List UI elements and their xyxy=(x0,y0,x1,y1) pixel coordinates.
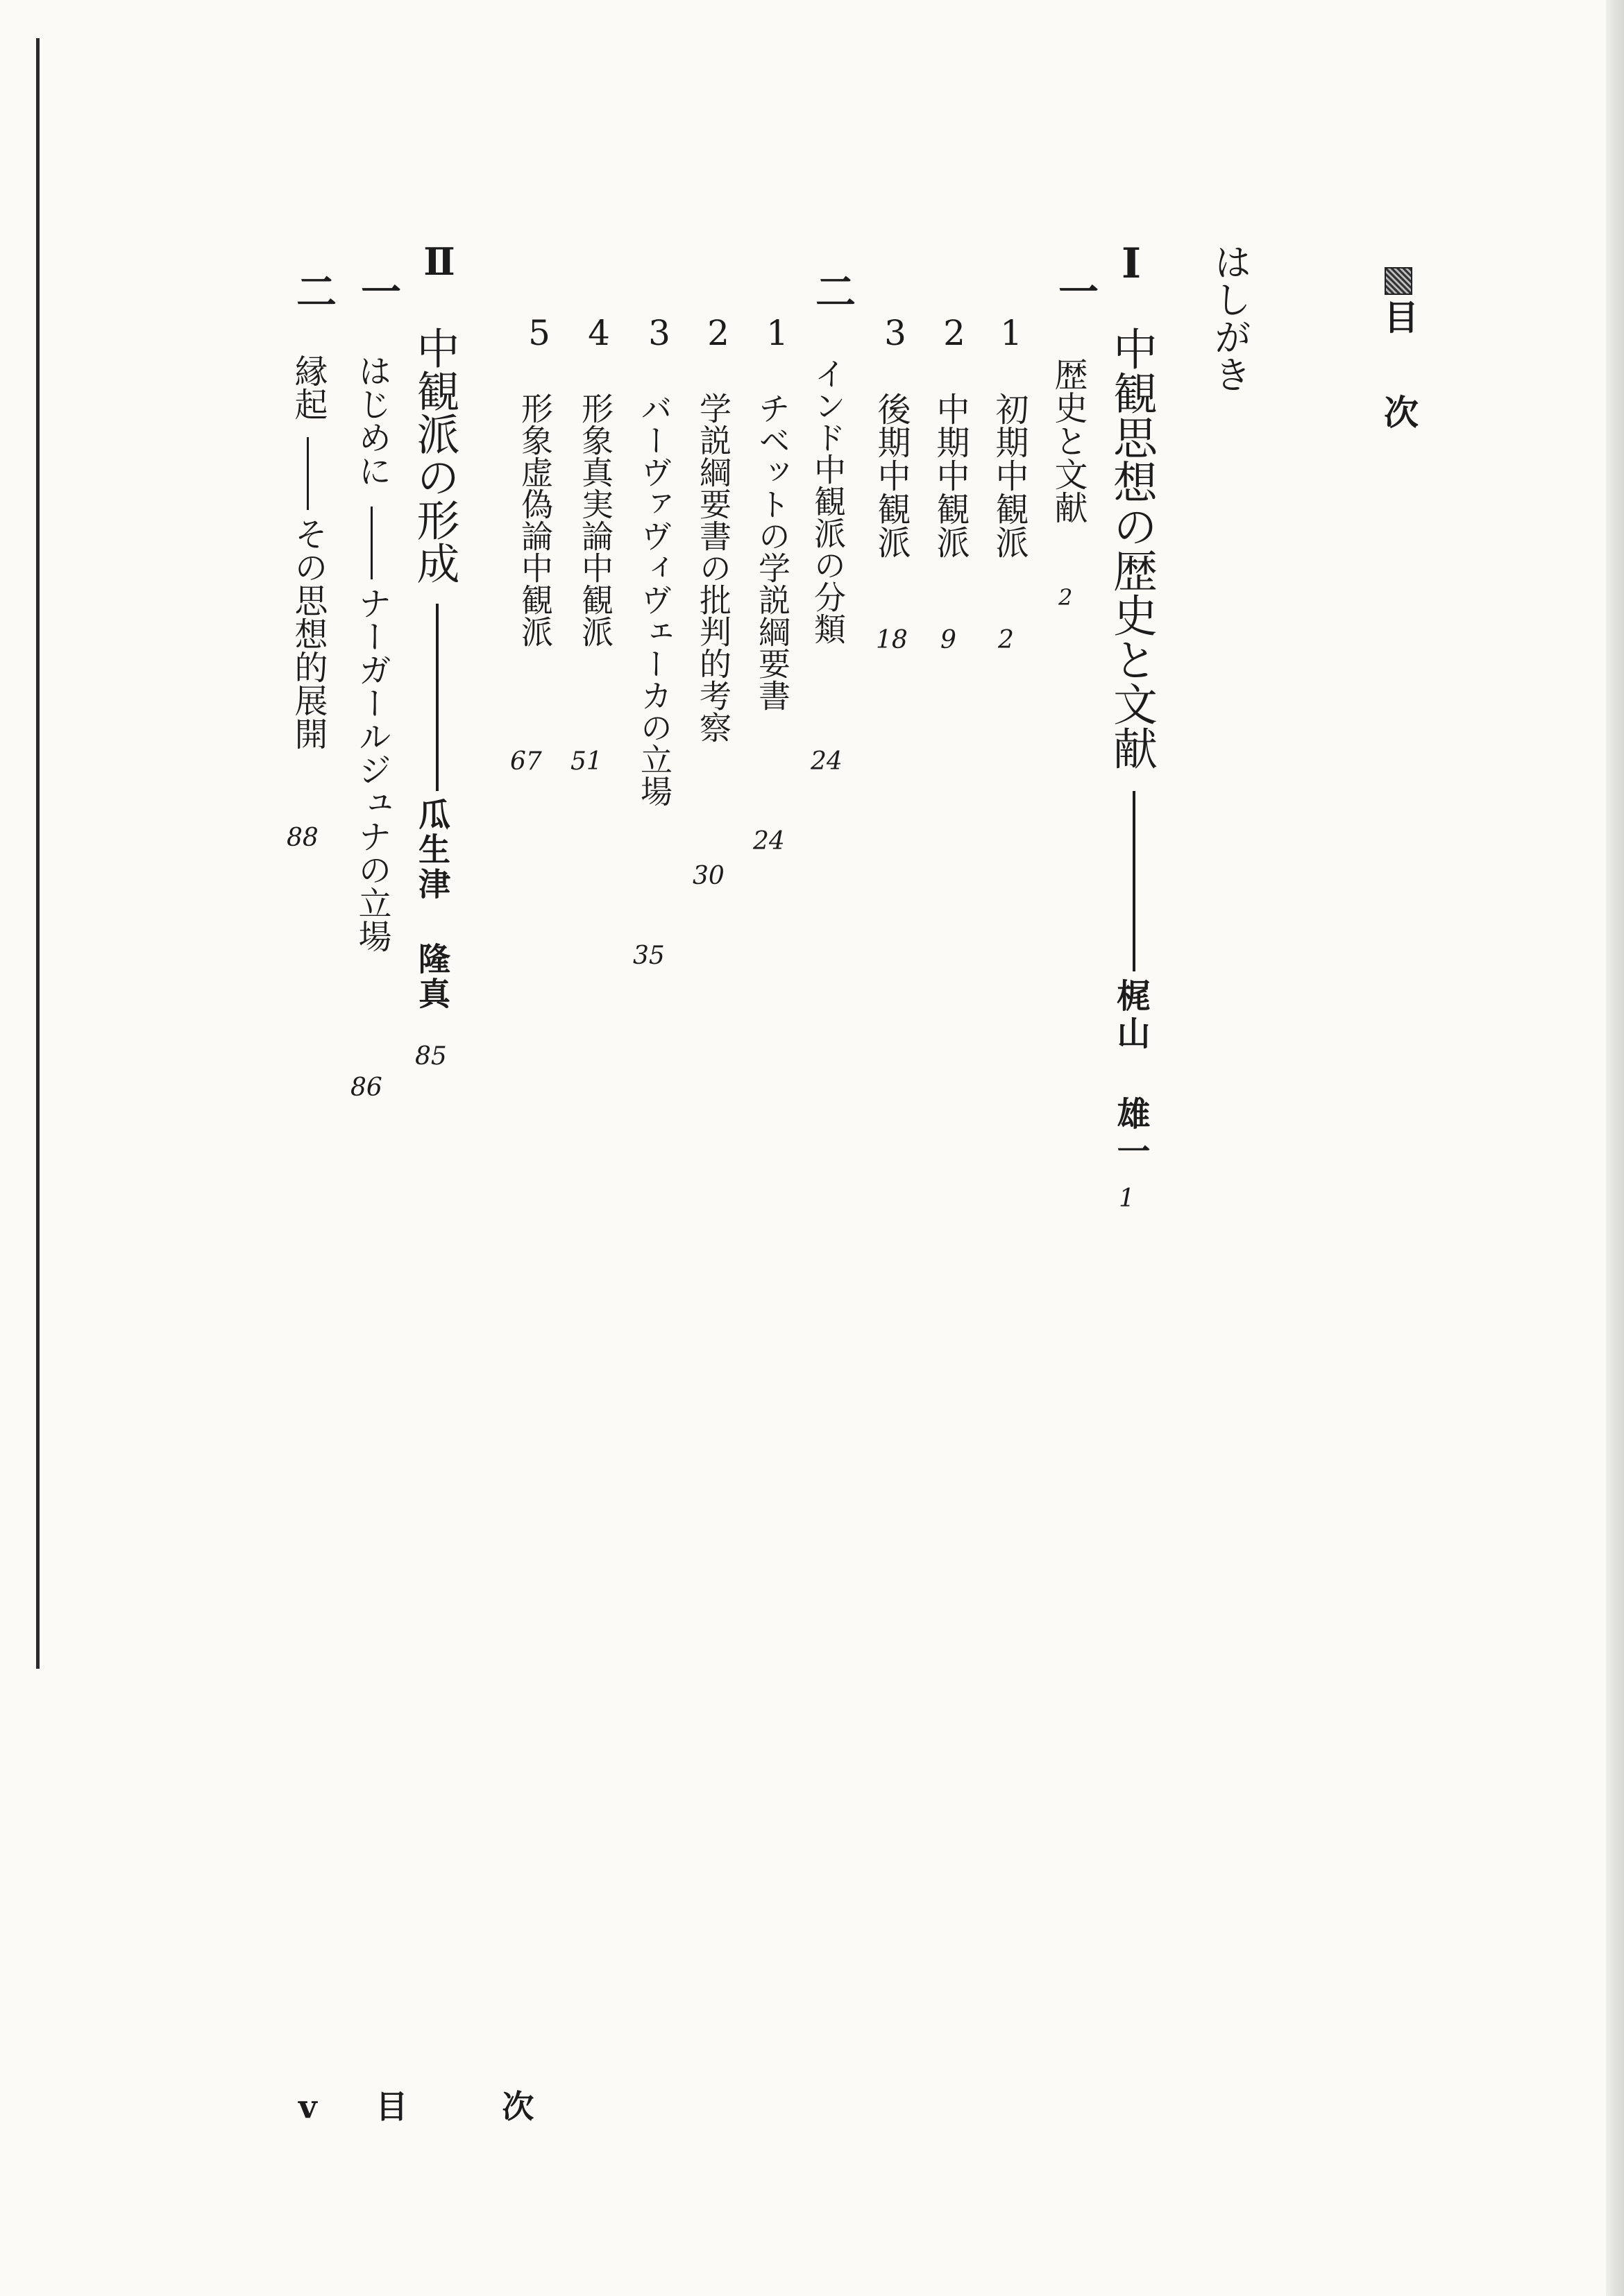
p1-s1-item2-num: 2 xyxy=(943,313,965,353)
p1-s2-item5-num: 5 xyxy=(528,313,550,353)
p1-s2-item2-title: 学説綱要書の批判的考察 xyxy=(695,392,732,743)
part1-numeral: Ⅰ xyxy=(1121,239,1142,288)
part2-leader xyxy=(436,604,439,791)
preface-title: はしがき xyxy=(1208,243,1252,393)
p1-s2-item2-page: 30 xyxy=(693,862,725,890)
p2-s1-title-b: ナーガールジュナの立場 xyxy=(353,586,391,953)
p2-s2-numeral: 二 xyxy=(289,271,337,311)
running-footer xyxy=(298,2082,575,2127)
footer-label: 目 次 xyxy=(375,2088,576,2125)
part2-numeral: Ⅱ xyxy=(423,239,455,284)
p1-s2-item4-page: 51 xyxy=(570,747,602,776)
part1-author: 梶山 雄一 xyxy=(1111,978,1150,1171)
preface-entry xyxy=(1208,243,1252,393)
p1-s1-item2-title: 中期中観派 xyxy=(931,392,970,559)
p1-s1-numeral: 一 xyxy=(1051,271,1099,311)
p2-s1-page: 86 xyxy=(350,1073,382,1102)
part1-page: 1 xyxy=(1119,1184,1135,1213)
p1-s1-item3-title: 後期中観派 xyxy=(872,392,911,559)
heading-mark-icon xyxy=(1385,267,1412,295)
p1-s1-item1-page: 2 xyxy=(998,626,1014,654)
p1-s1-item3-page: 18 xyxy=(876,626,908,654)
p1-s2-item3-num: 3 xyxy=(648,313,670,353)
p1-s2-item5-title: 形象虚偽論中観派 xyxy=(516,392,554,647)
part1-title: 中観思想の歴史と文献 xyxy=(1106,326,1157,770)
p2-s2-title-b: その思想的展開 xyxy=(289,517,328,750)
toc-heading xyxy=(1378,267,1419,439)
p2-s1-title-a: はじめに xyxy=(353,354,391,487)
toc-title: 目 次 xyxy=(1378,299,1419,439)
p1-s2-item3-page: 35 xyxy=(633,942,665,970)
folio-number: v xyxy=(298,2088,317,2125)
binding-line xyxy=(36,38,40,1669)
p1-s2-item5-page: 67 xyxy=(510,747,542,776)
p2-s2-title-a: 縁起 xyxy=(289,354,328,420)
p1-s2-item1-num: 1 xyxy=(766,313,788,353)
p2-s1-dash xyxy=(371,507,373,579)
p1-s2-item3-title: バーヴァヴィヴェーカの立場 xyxy=(636,392,673,807)
p1-s2-page: 24 xyxy=(811,747,843,776)
p2-s2-page: 88 xyxy=(287,824,319,852)
p1-s2-item2-num: 2 xyxy=(707,313,729,353)
p1-s2-item1-page: 24 xyxy=(753,827,785,856)
p1-s1-item1-title: 初期中観派 xyxy=(990,392,1029,559)
part2-author: 瓜生津 隆真 xyxy=(414,798,451,1012)
p1-s2-item4-num: 4 xyxy=(588,313,610,353)
p1-s2-numeral: 二 xyxy=(809,271,856,311)
p1-s1-item1-num: 1 xyxy=(1000,313,1022,353)
page-edge xyxy=(1606,0,1624,2296)
part1-leader xyxy=(1133,791,1135,971)
p1-s2-title: インド中観派の分類 xyxy=(809,357,847,645)
p1-s2-item1-title: チベットの学説綱要書 xyxy=(754,392,791,711)
part2-title: 中観派の形成 xyxy=(409,326,460,584)
p1-s1-item2-page: 9 xyxy=(940,626,956,654)
part2-page: 85 xyxy=(415,1042,447,1071)
p1-s2-item4-title: 形象真実論中観派 xyxy=(577,392,614,647)
p1-s1-title: 歴史と文献 xyxy=(1049,357,1088,524)
p1-s1-item3-num: 3 xyxy=(884,313,906,353)
p1-s1-page: 2 xyxy=(1058,584,1073,611)
p2-s1-numeral: 一 xyxy=(354,271,401,311)
p2-s2-dash xyxy=(307,437,309,510)
